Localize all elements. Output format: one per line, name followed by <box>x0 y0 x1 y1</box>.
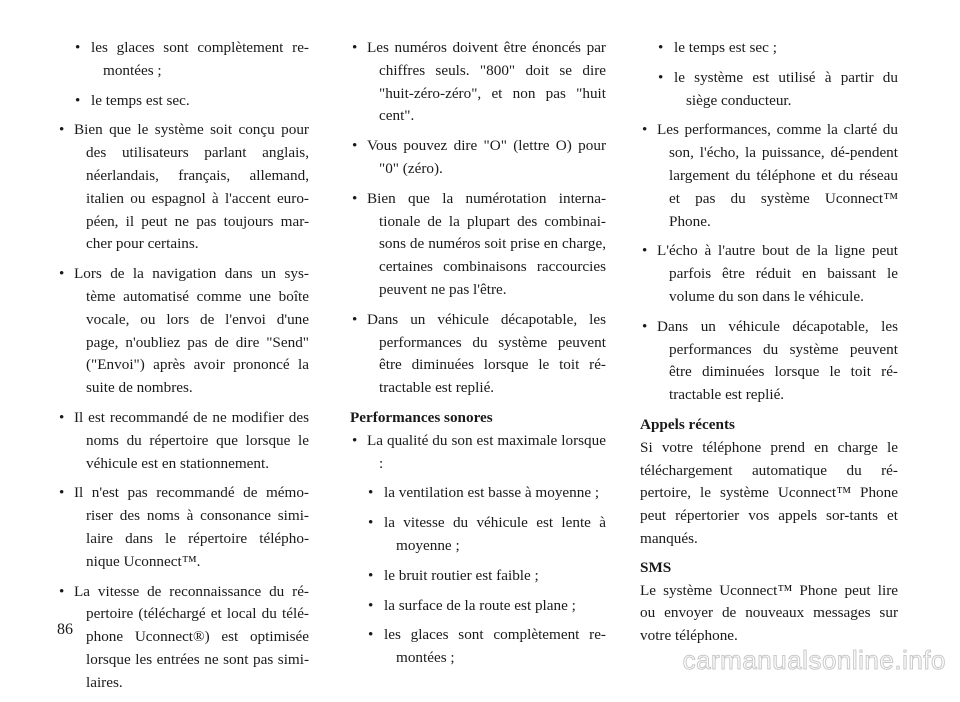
list-item: • Vous pouvez dire "O" (lettre O) pour "0" (zéro). <box>350 135 606 181</box>
page-number: 86 <box>57 621 73 638</box>
list-item: • Dans un véhicule décapotable, les performances du système peuvent être diminuées lorsque le toit ré-tractable est replié. <box>350 309 606 400</box>
column-3 <box>640 37 898 654</box>
list-item: • La qualité du son est maximale lorsque : <box>350 430 606 476</box>
sms-paragraph: Le système Uconnect™ Phone peut lire ou envoyer de nouveaux messages sur votre téléphone. <box>640 581 898 645</box>
watermark: carmanualsonline.info <box>682 645 946 676</box>
list-item: • Dans un véhicule décapotable, les performances du système peuvent être diminuées lorsque le toit ré-tractable est replié. <box>640 316 898 407</box>
list-item: • Bien que le système soit conçu pour des utilisateurs parlant anglais, néerlandais, français, allemand, italien ou espagnol à l'accent euro-péen, il peut ne pas toujours mar-cher pour certains. <box>57 119 309 256</box>
list-item: • les glaces sont complètement re-montées ; <box>57 37 309 83</box>
recent-calls-paragraph: Si votre téléphone prend en charge le téléchargement automatique du ré-pertoire, le système Uconnect™ Phone peut répertorier vos appels sor-tants et manqués. <box>640 438 898 547</box>
sub-bullet-list <box>350 482 606 670</box>
list-item: • le bruit routier est faible ; <box>350 565 606 588</box>
bullet-list <box>350 430 606 476</box>
list-item: • le temps est sec ; <box>640 37 898 60</box>
list-item: • le système est utilisé à partir du siège conducteur. <box>640 67 898 113</box>
bullet-list <box>57 119 309 694</box>
list-item: • Il n'est pas recommandé de mémo-riser des noms à consonance simi-laire dans le répertoire télépho-nique Uconnect™. <box>57 482 309 573</box>
list-item: • L'écho à l'autre bout de la ligne peut parfois être réduit en baissant le volume du son dans le véhicule. <box>640 240 898 308</box>
list-item: • la vitesse du véhicule est lente à moyenne ; <box>350 512 606 558</box>
list-item: • La vitesse de reconnaissance du ré-pertoire (téléchargé et local du télé-phone Uconnect®) est optimisée lorsque les entrées ne sont pas simi-laires. <box>57 581 309 695</box>
list-item: • la surface de la route est plane ; <box>350 595 606 618</box>
list-item: • Les performances, comme la clarté du son, l'écho, la puissance, dé-pendent largement du téléphone et du réseau et pas du système Uconnect™ Phone. <box>640 119 898 233</box>
list-item: • les glaces sont complètement re-montées ; <box>350 624 606 670</box>
list-item: • Bien que la numérotation interna-tionale de la plupart des combinai-sons de numéros soit prise en charge, certaines combinaisons raccourcies peuvent ne pas l'être. <box>350 188 606 302</box>
section-heading-recent-calls: Appels récents <box>640 415 735 433</box>
column-2 <box>350 37 606 677</box>
bullet-list <box>640 119 898 407</box>
sub-bullet-list <box>57 37 309 112</box>
list-item: • le temps est sec. <box>57 90 309 113</box>
bullet-list <box>350 37 606 400</box>
list-item: • Il est recommandé de ne modifier des noms du répertoire que lorsque le véhicule est en stationnement. <box>57 407 309 475</box>
sub-bullet-list <box>640 37 898 112</box>
list-item: • Les numéros doivent être énoncés par chiffres seuls. "800" doit se dire "huit-zéro-zéro", et non pas "huit cent". <box>350 37 606 128</box>
section-heading-sms: SMS <box>640 558 672 576</box>
list-item: • la ventilation est basse à moyenne ; <box>350 482 606 505</box>
list-item: • Lors de la navigation dans un sys-tème automatisé comme une boîte vocale, ou lors de l'envoi d'une page, n'oubliez pas de dire "Send" ("Envoi") après avoir prononcé la suite de nombres. <box>57 263 309 400</box>
section-heading-sound-performance: Performances sonores <box>350 408 493 426</box>
column-1 <box>57 37 309 702</box>
